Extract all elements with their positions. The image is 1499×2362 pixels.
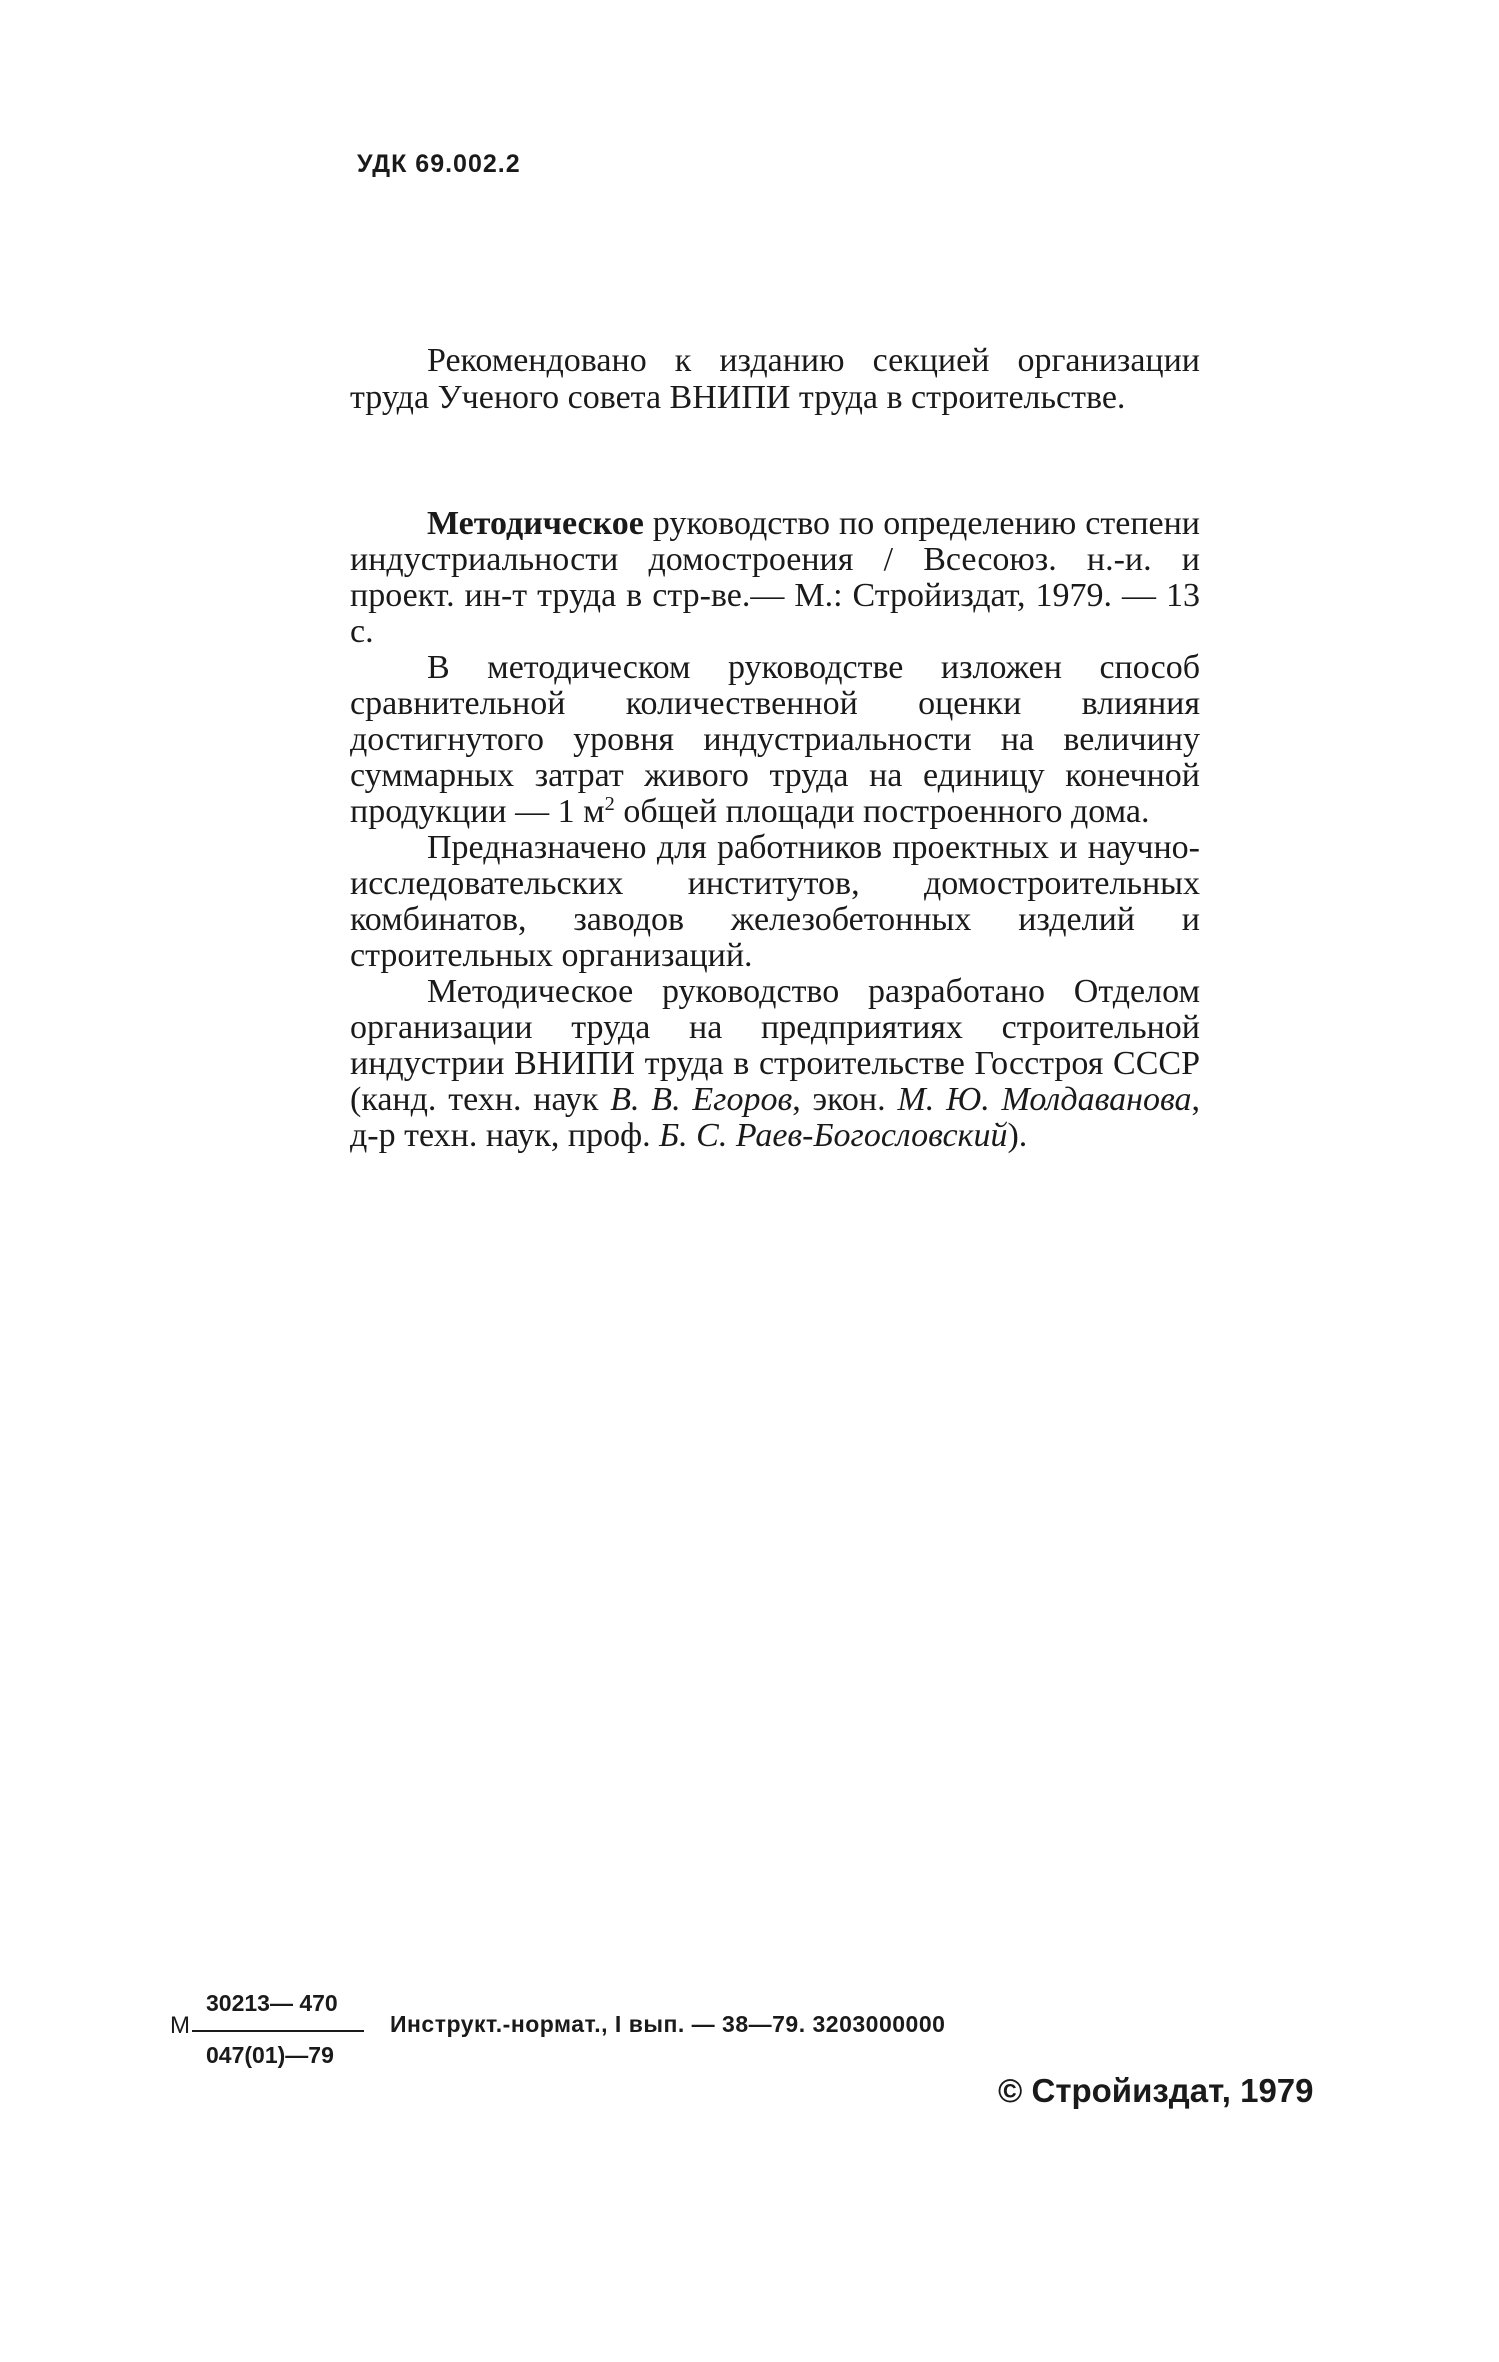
udk-code: УДК 69.002.2	[357, 150, 521, 178]
citation	[350, 506, 1200, 650]
author-name: М. Ю. Молдаванова	[897, 1081, 1192, 1118]
superscript: 2	[604, 792, 615, 815]
annotation-block	[350, 506, 1200, 1154]
pub-code-numerator: 30213— 470	[206, 1990, 338, 2016]
fraction-line	[192, 2030, 364, 2032]
citation-title: Методическое	[427, 505, 644, 542]
authors-note: Методическое руководство разработано Отделом организации труда на предприятиях строительной индустрии ВНИПИ труда в строительстве Госстроя СССР (канд. техн. наук В. В. Егоров, экон. М. Ю. Молдаванова, д-р техн. наук, проф. Б. С. Раев-Богословский).	[350, 973, 1200, 1154]
pub-code-prefix: М	[170, 2012, 190, 2039]
pub-code-text: Инструкт.-нормат., I вып. — 38—79. 3203000000	[390, 2011, 946, 2037]
recommendation-note: Рекомендовано к изданию секцией организации труда Ученого совета ВНИПИ труда в строительстве.	[350, 342, 1200, 416]
author-name: Б. С. Раев-Богословский	[659, 1117, 1008, 1154]
pub-code-denominator: 047(01)—79	[206, 2042, 334, 2068]
abstract: В методическом руководстве изложен способ сравнительной количественной оценки влияния достигнутого уровня индустриальности на величину суммарных затрат живого труда на единицу конечной продукции — 1 $м^2$ общей площади построенного дома.	[350, 649, 1200, 830]
copyright: © Стройиздат, 1979	[998, 2072, 1314, 2109]
citation-text: руководство по определению степени индустриальности домостроения / Всесоюз. н.-и. и проект. ин-т труда в стр-ве.— М.: Стройиздат, 1979. — 13 с.	[350, 505, 1200, 650]
author-name: В. В. Егоров	[610, 1081, 793, 1118]
audience-note: Предназначено для работников проектных и научно-исследовательских институтов, домостроительных комбинатов, заводов железобетонных изделий и строительных организаций.	[350, 829, 1200, 974]
